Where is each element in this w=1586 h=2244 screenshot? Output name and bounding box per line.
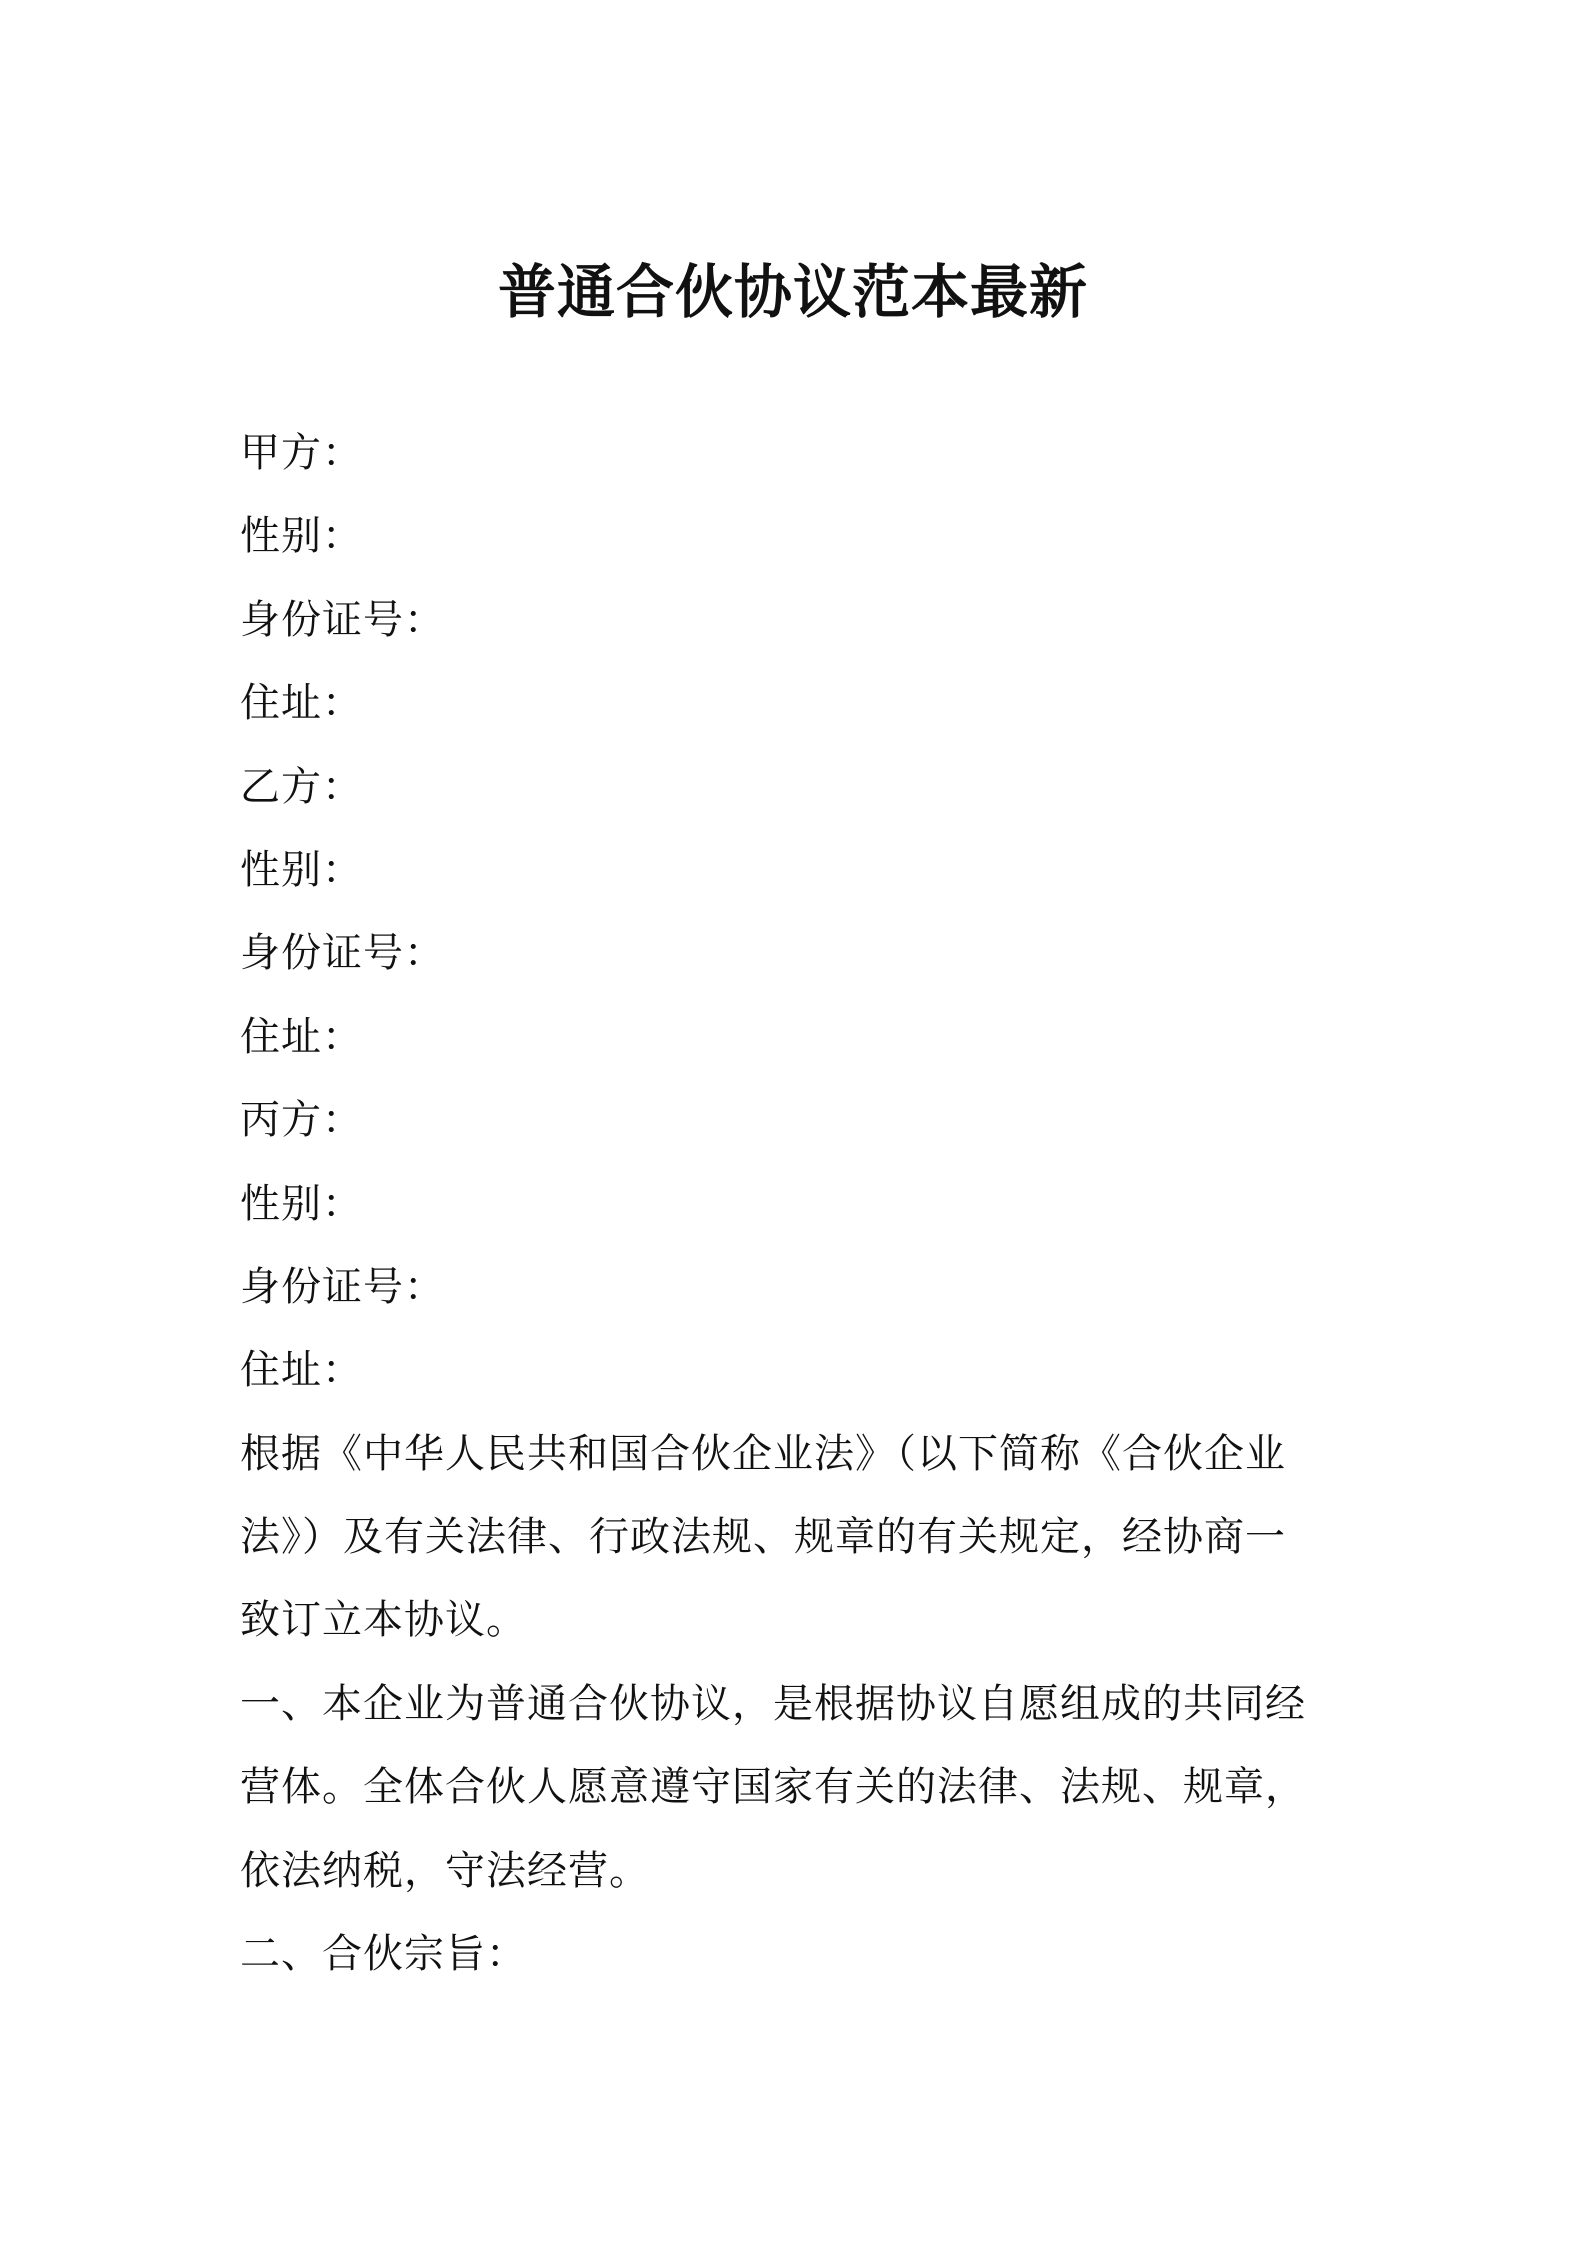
clause-one-line: 营体。全体合伙人愿意遵守国家有关的法律、法规、规章， [240,1764,1306,1811]
party-c-id-label: 身份证号： [240,1263,445,1310]
clause-one-line: 依法纳税，守法经营。 [240,1847,650,1894]
preamble-line: 根据《中华人民共和国合伙企业法》（以下简称《合伙企业 [240,1430,1286,1477]
party-c-address-label: 住址： [240,1347,363,1394]
preamble-line: 致订立本协议。 [240,1597,527,1644]
party-c-label: 丙方： [240,1097,363,1144]
document-body [240,412,1350,1996]
party-b-label: 乙方： [240,763,363,810]
party-a-address-label: 住址： [240,680,363,727]
party-a-id-label: 身份证号： [240,596,445,643]
party-b-address-label: 住址： [240,1013,363,1060]
preamble-line: 法》）及有关法律、行政法规、规章的有关规定，经协商一 [240,1514,1286,1561]
party-c-gender-label: 性别： [240,1180,363,1227]
clause-two-heading: 二、合伙宗旨： [240,1931,527,1978]
party-b-id-label: 身份证号： [240,930,445,977]
party-b-gender-label: 性别： [240,846,363,893]
party-a-label: 甲方： [240,430,363,476]
clause-one-line: 一、本企业为普通合伙协议，是根据协议自愿组成的共同经 [240,1680,1306,1727]
party-a-gender-label: 性别： [240,513,363,560]
document-title: 普通合伙协议范本最新 [497,258,1088,326]
